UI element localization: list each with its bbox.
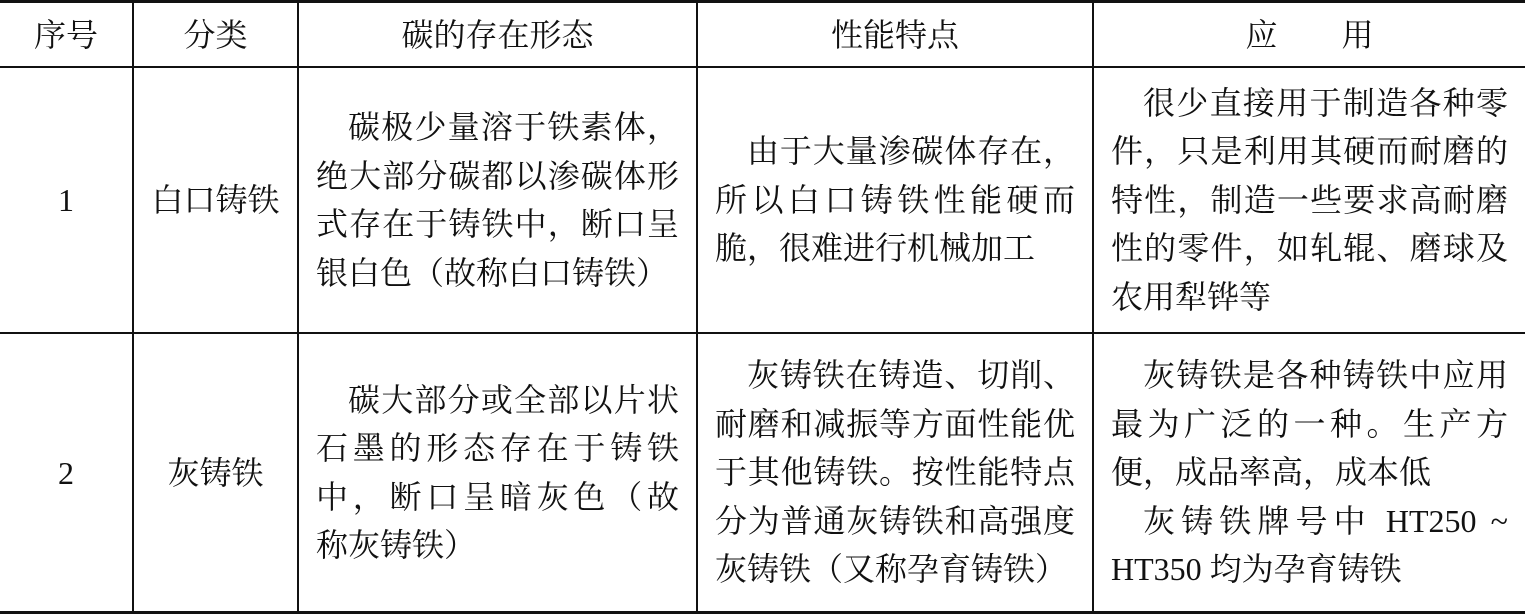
- header-cell-properties: [698, 3, 1092, 66]
- text-line: 耐磨和减振等方面性能优: [715, 405, 1075, 442]
- text-line: 式存在于铸铁中，断口呈: [316, 206, 679, 242]
- header-label: 碳的存在形态: [401, 16, 594, 53]
- text-line: 脆，很难进行机械加工: [715, 230, 1036, 267]
- row-number: 2: [58, 454, 74, 491]
- text-line: 灰铸铁（又称孕育铸铁）: [715, 551, 1068, 588]
- row2-cell-carbon-form: [299, 334, 696, 611]
- text-line: 碳极少量溶于铁素体，: [348, 109, 679, 145]
- text-line: 便，成品率高，成本低: [1111, 454, 1432, 491]
- row2-cell-properties: [698, 334, 1092, 611]
- text-line: 性的零件，如轧辊、磨球及: [1111, 230, 1508, 267]
- text-line: 灰铸铁牌号中 HT250 ~: [1143, 502, 1508, 539]
- text-line: 很少直接用于制造各种零: [1143, 84, 1508, 121]
- text-line: 特性，制造一些要求高耐磨: [1111, 181, 1508, 218]
- header-cell-applications: [1094, 3, 1525, 66]
- text-line: 称灰铸铁）: [316, 527, 477, 563]
- text-line: 分为普通灰铸铁和高强度: [715, 502, 1075, 539]
- row1-cell-carbon-form: [299, 68, 696, 332]
- text-line: 所以白口铸铁性能硬而: [715, 181, 1075, 218]
- row2-cell-applications: [1094, 334, 1525, 611]
- text-line: 由于大量渗碳体存在，: [747, 133, 1075, 170]
- header-label: 性能特点: [830, 16, 959, 53]
- text-line: HT350 均为孕育铸铁: [1111, 551, 1402, 588]
- category-name: 白口铸铁: [151, 182, 280, 218]
- text-line: 灰铸铁在铸造、切削、: [747, 357, 1075, 394]
- category-name: 灰铸铁: [167, 454, 264, 491]
- row1-cell-category: [134, 68, 297, 332]
- header-label: 序号: [33, 16, 98, 53]
- row1-cell-properties: [698, 68, 1092, 332]
- row1-cell-applications: [1094, 68, 1525, 332]
- header-label: 分类: [183, 16, 248, 53]
- text-line: 中，断口呈暗灰色（故: [316, 478, 679, 515]
- text-line: 于其他铸铁。按性能特点: [715, 454, 1075, 491]
- row1-cell-no: [0, 68, 132, 332]
- text-line: 最为广泛的一种。生产方: [1111, 405, 1508, 442]
- table-rule-bottom: [0, 611, 1525, 614]
- text-line: 件，只是利用其硬而耐磨的: [1111, 133, 1508, 170]
- text-line: 农用犁铧等: [1111, 278, 1272, 315]
- text-line: 绝大部分碳都以渗碳体形: [316, 157, 679, 194]
- header-cell-no: [0, 3, 132, 66]
- row2-cell-category: [134, 334, 297, 611]
- text-line: 银白色（故称白口铸铁）: [316, 254, 669, 291]
- header-cell-category: [134, 3, 297, 66]
- header-cell-carbon-form: [299, 3, 696, 66]
- text-line: 碳大部分或全部以片状: [348, 381, 679, 418]
- text-line: 石墨的形态存在于铸铁: [316, 430, 679, 466]
- row-number: 1: [58, 182, 74, 218]
- text-line: 灰铸铁是各种铸铁中应用: [1143, 357, 1508, 394]
- row2-cell-no: [0, 334, 132, 611]
- header-label: 应 用: [1245, 16, 1374, 53]
